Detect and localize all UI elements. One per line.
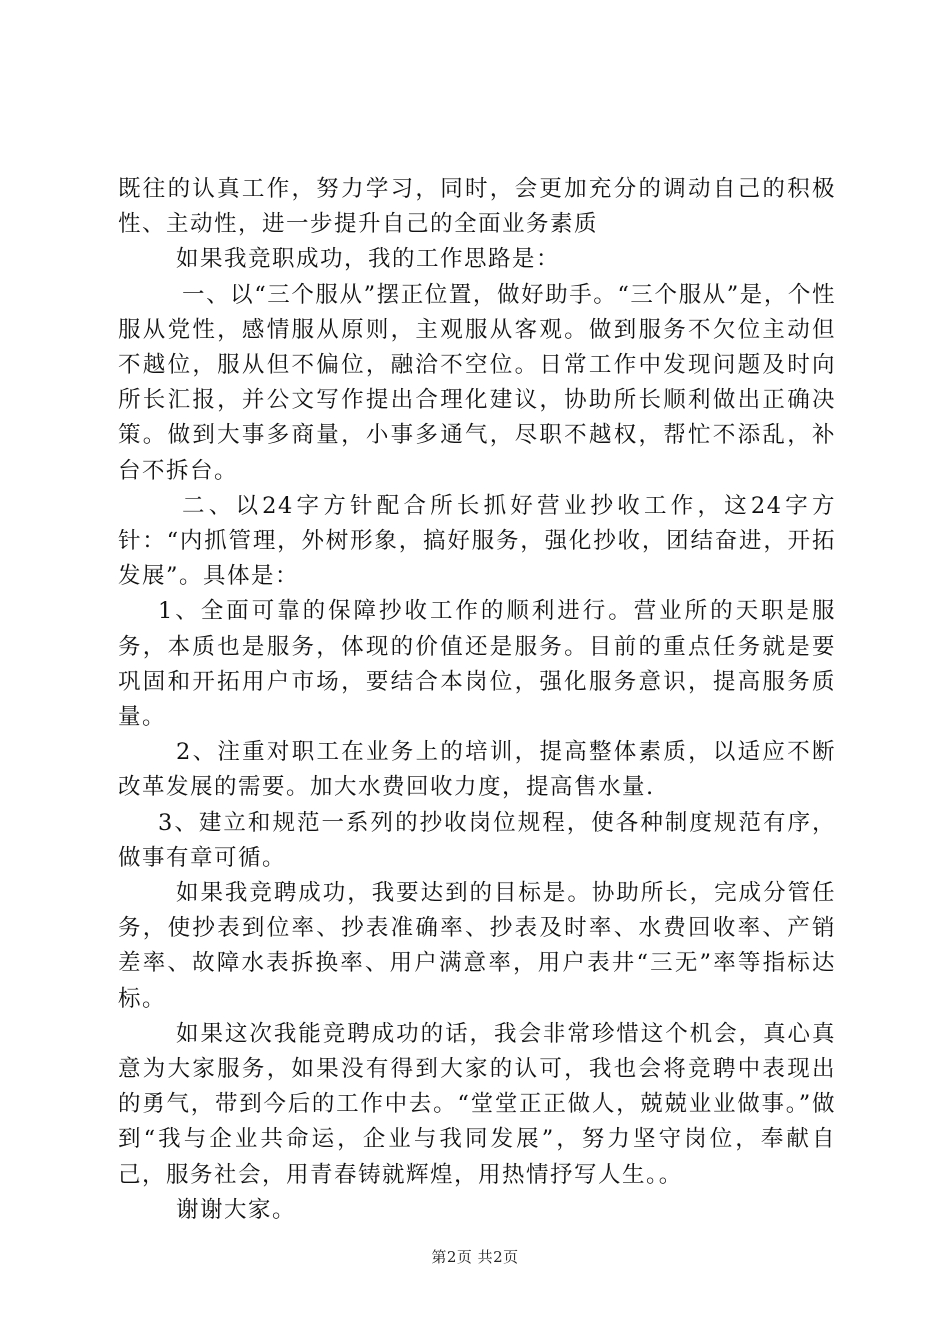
paragraph-goals: 如果我竞聘成功，我要达到的目标是。协助所长，完成分管任务，使抄表到位率、抄表准确率、抄表及时率、水费回收率、产销差率、故障水表拆换率、用户满意率，用户表井“三无”率等指标达标。 (118, 880, 836, 1012)
paragraph-thanks: 谢谢大家。 (176, 1196, 297, 1223)
paragraph-point-one: 一、以“三个服从”摆正位置，做好助手。“三个服从”是，个性服从党性，感情服从原则，主观服从客观。做到服务不欠位主动但不越位，服从但不偏位，融洽不空位。日常工作中发现问题及时向所长汇报，并公文写作提出合理化建议，协助所长顺利做出正确决策。做到大事多商量，小事多通气，尽职不越权，帮忙不添乱，补台不拆台。 (118, 281, 836, 484)
paragraph-item-2: 2、注重对职工在业务上的培训，提高整体素质，以适应不断改革发展的需要。加大水费回收力度，提高售水量. (118, 739, 836, 801)
paragraph-continuation: 既往的认真工作，努力学习，同时，会更加充分的调动自己的积极性、主动性，进一步提升自己的全面业务素质 (118, 176, 836, 238)
page-number-footer: 第2页 共2页 (431, 1248, 519, 1266)
document-body (118, 172, 836, 1228)
paragraph-work-ideas-intro: 如果我竞职成功，我的工作思路是： (176, 246, 561, 273)
paragraph-point-two: 二、以24字方针配合所长抓好营业抄收工作，这24字方针：“内抓管理，外树形象，搞好服务，强化抄收，团结奋进，开拓发展”。具体是： (118, 492, 836, 590)
paragraph-item-3: 3、建立和规范一系列的抄收岗位规程，使各种制度规范有序，做事有章可循。 (118, 809, 836, 871)
paragraph-item-1: 1、全面可靠的保障抄收工作的顺利进行。营业所的天职是服务，本质也是服务，体现的价值还是服务。目前的重点任务就是要巩固和开拓用户市场，要结合本岗位，强化服务意识，提高服务质量。 (118, 598, 836, 731)
paragraph-closing: 如果这次我能竞聘成功的话，我会非常珍惜这个机会，真心真意为大家服务，如果没有得到大家的认可，我也会将竞聘中表现出的勇气，带到今后的工作中去。“堂堂正正做人，兢兢业业做事。”做到“我与企业共命运，企业与我同发展”，努力坚守岗位，奉献自己，服务社会，用青春铸就辉煌，用热情抒写人生。。 (118, 1020, 836, 1188)
